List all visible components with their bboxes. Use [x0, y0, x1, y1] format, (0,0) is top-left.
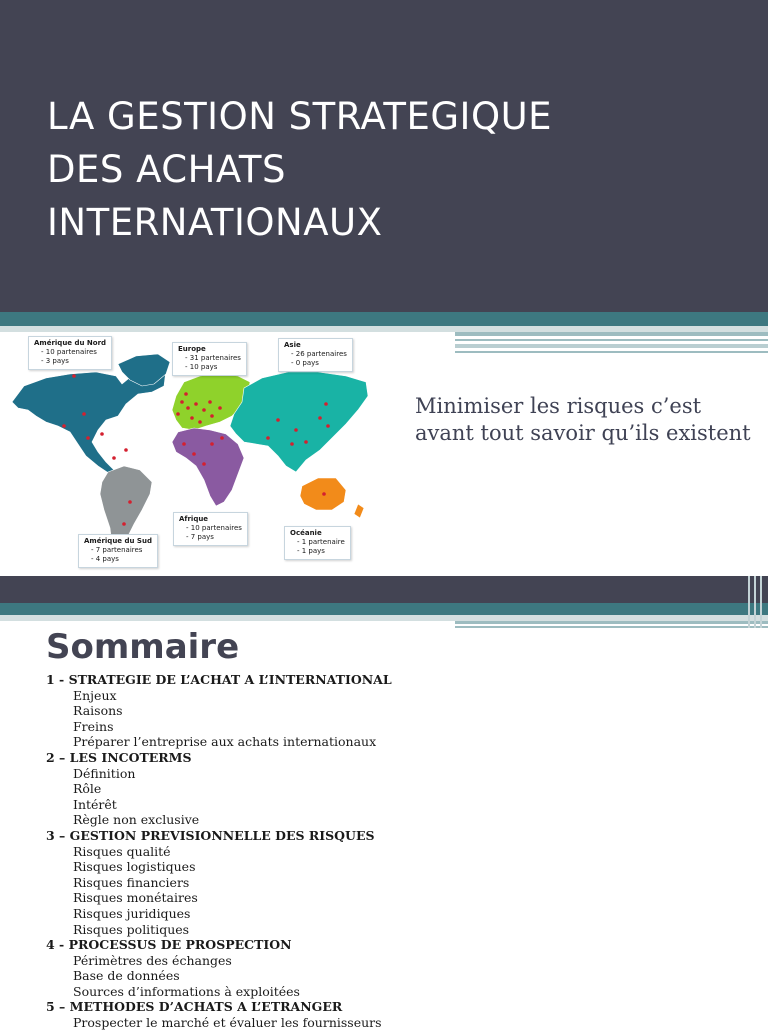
partner-dot — [210, 414, 214, 418]
decorative-line — [455, 332, 768, 336]
region-partners: - 7 partenaires — [91, 546, 143, 554]
slide-title-line: LA GESTION STRATEGIQUE — [47, 95, 553, 138]
sommaire-slide-header — [0, 576, 768, 603]
decorative-line — [455, 351, 768, 353]
partner-dot — [184, 392, 188, 396]
region-countries: - 10 pays — [185, 363, 218, 371]
partner-dot — [190, 416, 194, 420]
region-partners: - 31 partenaires — [185, 354, 241, 362]
partner-dot — [290, 442, 294, 446]
partner-dot — [124, 448, 128, 452]
label-europe — [172, 342, 247, 376]
table-of-contents — [46, 672, 746, 1031]
region-name: Europe — [178, 345, 206, 353]
region-name: Océanie — [290, 529, 322, 537]
partner-dot — [72, 374, 76, 378]
partner-dot — [112, 456, 116, 460]
toc-section-heading: 2 – LES INCOTERMS — [46, 749, 192, 765]
decorative-line — [455, 626, 768, 628]
toc-item: Enjeux — [73, 687, 117, 703]
partner-dot — [318, 416, 322, 420]
region-name: Asie — [284, 341, 301, 349]
partner-dot — [192, 452, 196, 456]
decorative-stripe — [754, 576, 756, 628]
partner-dot — [220, 436, 224, 440]
toc-item: Risques logistiques — [73, 859, 196, 875]
toc-item: Sources d’informations à exploitées — [73, 983, 300, 999]
toc-item: Risques qualité — [73, 843, 171, 859]
slide-title-line: INTERNATIONAUX — [47, 201, 383, 244]
partner-dot — [322, 492, 326, 496]
partner-dot — [198, 420, 202, 424]
toc-item: Risques financiers — [73, 874, 190, 890]
region-partners: - 1 partenaire — [297, 538, 345, 546]
partner-dot — [304, 440, 308, 444]
toc-item: Intérêt — [73, 796, 117, 812]
partner-dot — [82, 412, 86, 416]
sommaire-title: Sommaire — [46, 627, 240, 667]
toc-item: Risques politiques — [73, 921, 190, 937]
toc-item: Rôle — [73, 781, 102, 797]
slide-quote: Minimiser les risques c’est avant tout savoir qu’ils existent — [415, 394, 751, 445]
partner-dot — [276, 418, 280, 422]
label-north-america — [28, 336, 112, 370]
toc-section-heading: 3 – GESTION PREVISIONNELLE DES RISQUES — [46, 827, 375, 843]
partner-dot — [208, 400, 212, 404]
africa-shape — [172, 428, 244, 506]
label-oceania — [284, 526, 351, 560]
slide-title — [47, 90, 647, 249]
partner-dot — [128, 500, 132, 504]
decorative-line — [455, 344, 768, 348]
toc-section-heading: 5 – METHODES D’ACHATS A L’ETRANGER — [46, 999, 343, 1015]
toc-item: Règle non exclusive — [73, 812, 200, 828]
region-countries: - 3 pays — [41, 357, 69, 365]
partner-dot — [122, 522, 126, 526]
toc-item: Risques monétaires — [73, 890, 198, 906]
toc-item: Prospecter le marché et évaluer les fournisseurs — [73, 1015, 382, 1031]
partner-dot — [194, 402, 198, 406]
label-south-america — [78, 534, 158, 568]
region-partners: - 10 partenaires — [186, 524, 242, 532]
partner-dot — [210, 442, 214, 446]
partner-dot — [180, 400, 184, 404]
label-asia — [278, 338, 353, 372]
decorative-stripe — [760, 576, 762, 628]
partner-dot — [326, 424, 330, 428]
partner-dot — [182, 442, 186, 446]
decorative-line — [455, 621, 768, 624]
partner-dot — [202, 408, 206, 412]
region-name: Amérique du Nord — [34, 339, 107, 347]
toc-item: Risques juridiques — [73, 905, 191, 921]
partner-dot — [202, 462, 206, 466]
toc-item: Définition — [73, 765, 136, 781]
decorative-stripe — [748, 576, 750, 628]
region-partners: - 10 partenaires — [41, 348, 97, 356]
toc-item: Périmètres des échanges — [73, 952, 232, 968]
region-name: Afrique — [179, 515, 209, 523]
partner-dot — [266, 436, 270, 440]
partner-dot — [186, 406, 190, 410]
region-partners: - 26 partenaires — [291, 350, 347, 358]
partner-dot — [294, 428, 298, 432]
header-band — [0, 312, 768, 326]
partner-dot — [62, 424, 66, 428]
region-countries: - 7 pays — [186, 533, 214, 541]
new-zealand-shape — [354, 504, 364, 518]
partner-dot — [86, 436, 90, 440]
region-countries: - 0 pays — [291, 359, 319, 367]
partner-dot — [218, 406, 222, 410]
header-band — [0, 603, 768, 615]
slide-title-line: DES ACHATS — [47, 148, 286, 191]
toc-item: Raisons — [73, 703, 123, 719]
world-partners-map — [6, 334, 456, 570]
label-africa — [173, 512, 248, 546]
partner-dot — [100, 432, 104, 436]
decorative-line — [455, 339, 768, 341]
partner-dot — [176, 412, 180, 416]
region-countries: - 1 pays — [297, 547, 325, 555]
asia-shape — [230, 372, 368, 472]
toc-section-heading: 1 - STRATEGIE DE L’ACHAT A L’INTERNATIONAL — [46, 672, 392, 687]
region-countries: - 4 pays — [91, 555, 119, 563]
toc-item: Préparer l’entreprise aux achats internationaux — [73, 734, 377, 750]
partner-dot — [324, 402, 328, 406]
toc-item: Freins — [73, 718, 114, 734]
region-name: Amérique du Sud — [84, 537, 152, 545]
toc-section-heading: 4 - PROCESSUS DE PROSPECTION — [46, 937, 292, 953]
toc-item: Base de données — [73, 968, 180, 984]
